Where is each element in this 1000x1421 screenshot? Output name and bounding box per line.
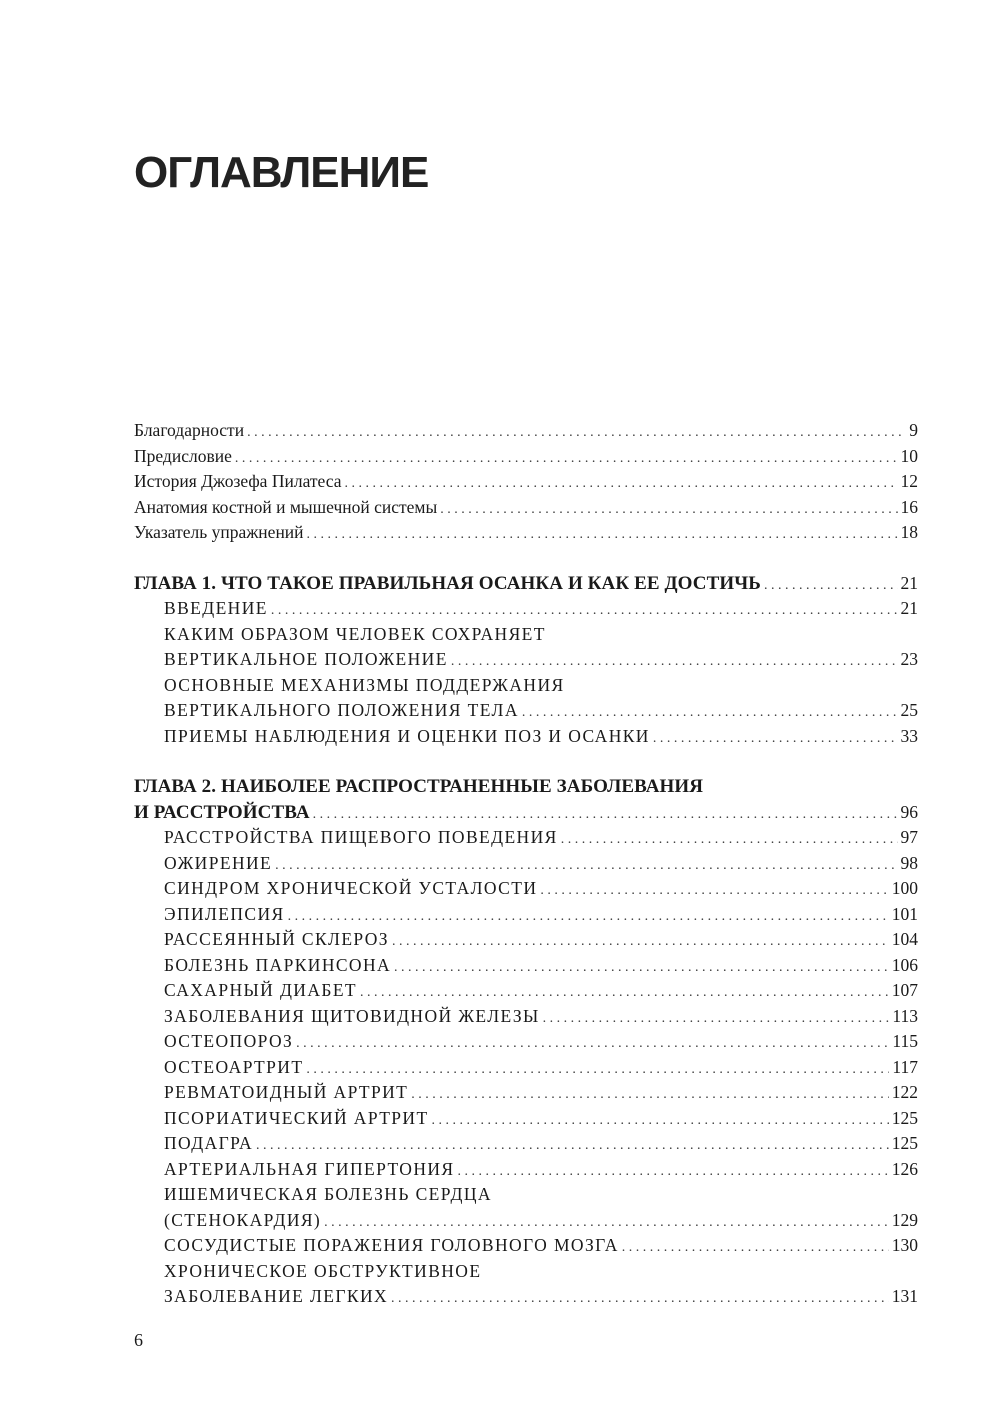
toc-subentry-line1[interactable]: ИШЕМИЧЕСКАЯ БОЛЕЗНЬ СЕРДЦА — [164, 1184, 492, 1204]
dot-leader — [235, 451, 898, 467]
chapter-2-title-line2[interactable]: И РАССТРОЙСТВА . . . 96 — [134, 802, 918, 828]
dot-leader — [344, 476, 897, 492]
dot-leader — [307, 527, 898, 543]
dot-leader — [247, 425, 906, 441]
toc-subentry[interactable]: СИНДРОМ ХРОНИЧЕСКОЙ УСТАЛОСТИ . . . 100 — [134, 878, 918, 904]
dot-leader — [392, 934, 889, 950]
toc-subentry[interactable]: БОЛЕЗНЬ ПАРКИНСОНА . . . 106 — [134, 955, 918, 981]
toc-subentry[interactable]: РАССТРОЙСТВА ПИЩЕВОГО ПОВЕДЕНИЯ . . . 97 — [134, 827, 918, 853]
dot-leader — [440, 502, 897, 518]
page-title: ОГЛАВЛЕНИЕ — [134, 148, 429, 197]
toc-subentry-line2[interactable]: (СТЕНОКАРДИЯ) . . . 129 — [134, 1210, 918, 1236]
toc-subentry[interactable]: ОСТЕОПОРОЗ . . . 115 — [134, 1031, 918, 1057]
toc-subentry[interactable]: ПРИЕМЫ НАБЛЮДЕНИЯ И ОЦЕНКИ ПОЗ И ОСАНКИ . . . 33 — [134, 726, 918, 752]
toc-subentry-line1[interactable]: ХРОНИЧЕСКОЕ ОБСТРУКТИВНОЕ — [164, 1260, 482, 1281]
toc-subentry[interactable]: САХАРНЫЙ ДИАБЕТ . . . 107 — [134, 980, 918, 1006]
toc-subentry[interactable]: ОСТЕОАРТРИТ . . . 117 — [134, 1057, 918, 1083]
dot-leader — [275, 858, 897, 874]
table-of-contents — [134, 420, 918, 1312]
dot-leader — [540, 883, 888, 899]
toc-subentry[interactable]: ЭПИЛЕПСИЯ . . . 101 — [134, 904, 918, 930]
dot-leader — [432, 1113, 889, 1129]
toc-entry[interactable]: Анатомия костной и мышечной системы . . . 16 — [134, 497, 918, 523]
toc-subentry-line1[interactable]: ОСНОВНЫЕ МЕХАНИЗМЫ ПОДДЕРЖАНИЯ — [164, 674, 565, 695]
toc-entry[interactable]: Предисловие . . . 10 — [134, 446, 918, 472]
toc-subentry[interactable]: АРТЕРИАЛЬНАЯ ГИПЕРТОНИЯ . . . 126 — [134, 1159, 918, 1185]
toc-entry[interactable]: Указатель упражнений . . . 18 — [134, 522, 918, 548]
toc-subentry[interactable]: ОЖИРЕНИЕ . . . 98 — [134, 853, 918, 879]
dot-leader — [296, 1036, 889, 1052]
toc-subentry[interactable]: РЕВМАТОИДНЫЙ АРТРИТ . . . 122 — [134, 1082, 918, 1108]
toc-subentry[interactable]: ПОДАГРА . . . 125 — [134, 1133, 918, 1159]
chapter-2-items — [134, 827, 918, 1312]
page-number: 6 — [134, 1330, 143, 1350]
dot-leader — [324, 1215, 889, 1231]
chapter-2-title-line1[interactable]: ГЛАВА 2. НАИБОЛЕЕ РАСПРОСТРАНЕННЫЕ ЗАБОЛЕВАНИЯ — [134, 776, 704, 797]
toc-subentry[interactable]: ПСОРИАТИЧЕСКИЙ АРТРИТ . . . 125 — [134, 1108, 918, 1134]
dot-leader — [360, 985, 889, 1001]
toc-subentry-line2[interactable]: ВЕРТИКАЛЬНОГО ПОЛОЖЕНИЯ ТЕЛА . . . 25 — [134, 700, 918, 726]
toc-subentry-line2[interactable]: ВЕРТИКАЛЬНОЕ ПОЛОЖЕНИЕ . . . 23 — [134, 649, 918, 675]
toc-subentry[interactable]: СОСУДИСТЫЕ ПОРАЖЕНИЯ ГОЛОВНОГО МОЗГА . . . 130 — [134, 1235, 918, 1261]
dot-leader — [653, 731, 898, 747]
toc-subentry[interactable]: ВВЕДЕНИЕ . . . 21 — [134, 598, 918, 624]
dot-leader — [451, 654, 898, 670]
toc-subentry-line1[interactable]: КАКИМ ОБРАЗОМ ЧЕЛОВЕК СОХРАНЯЕТ — [164, 623, 546, 644]
dot-leader — [561, 832, 898, 848]
toc-subentry[interactable]: РАССЕЯННЫЙ СКЛЕРОЗ . . . 104 — [134, 929, 918, 955]
front-matter-list — [134, 420, 918, 548]
toc-subentry-line2[interactable]: ЗАБОЛЕВАНИЕ ЛЕГКИХ . . . 131 — [134, 1286, 918, 1312]
dot-leader — [411, 1087, 888, 1103]
dot-leader — [306, 1062, 889, 1078]
toc-entry[interactable]: История Джозефа Пилатеса . . . 12 — [134, 471, 918, 497]
chapter-2-section — [134, 776, 918, 1312]
dot-leader — [622, 1240, 889, 1256]
dot-leader — [256, 1138, 889, 1154]
chapter-1-section — [134, 573, 918, 752]
dot-leader — [543, 1011, 890, 1027]
dot-leader — [313, 807, 898, 823]
dot-leader — [394, 960, 889, 976]
chapter-1-items — [134, 598, 918, 751]
dot-leader — [458, 1164, 889, 1180]
dot-leader — [288, 909, 889, 925]
dot-leader — [522, 705, 898, 721]
toc-entry[interactable]: Благодарности . . . 9 — [134, 420, 918, 446]
dot-leader — [764, 578, 898, 594]
chapter-1-title[interactable]: ГЛАВА 1. ЧТО ТАКОЕ ПРАВИЛЬНАЯ ОСАНКА И КАК ЕЕ ДОСТИЧЬ . . . 21 — [134, 573, 918, 599]
dot-leader — [271, 603, 898, 619]
toc-subentry[interactable]: ЗАБОЛЕВАНИЯ ЩИТОВИДНОЙ ЖЕЛЕЗЫ . . . 113 — [134, 1006, 918, 1032]
dot-leader — [391, 1291, 889, 1307]
